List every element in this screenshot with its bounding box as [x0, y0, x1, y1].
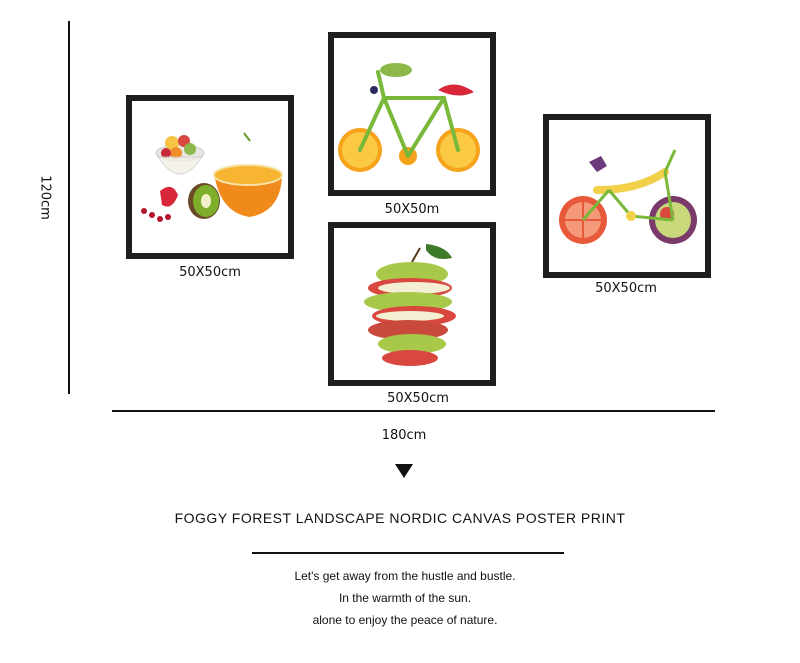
- frame-fruit-bicycle: [543, 114, 711, 278]
- frame-vegetable-bicycle: [328, 32, 496, 196]
- description-line-2: In the warmth of the sun.: [338, 591, 472, 605]
- frame-caption-2: 50X50m: [384, 202, 440, 217]
- description-line-3: alone to enjoy the peace of nature.: [312, 613, 498, 627]
- frame-caption-4: 50X50cm: [595, 281, 657, 296]
- width-dimension-line: [112, 410, 715, 412]
- product-title: FOGGY FOREST LANDSCAPE NORDIC CANVAS POSTER PRINT: [174, 510, 626, 526]
- frame-caption-3: 50X50cm: [387, 391, 449, 406]
- description-line-1: Let's get away from the hustle and bustle.: [294, 569, 516, 583]
- sliced-apple-image: [334, 228, 490, 380]
- vegetable-bicycle-image: [334, 38, 490, 190]
- width-label: 180cm: [381, 428, 427, 443]
- down-arrow-icon: [395, 464, 413, 478]
- frame-fruit-bowl: [126, 95, 294, 259]
- title-divider: [252, 552, 564, 554]
- frame-caption-1: 50X50cm: [179, 265, 241, 280]
- fruit-bowl-image: [132, 101, 288, 253]
- frame-sliced-apple: [328, 222, 496, 386]
- height-label: 120cm: [37, 175, 53, 220]
- fruit-bicycle-image: [549, 120, 705, 272]
- height-dimension-line: [68, 21, 70, 394]
